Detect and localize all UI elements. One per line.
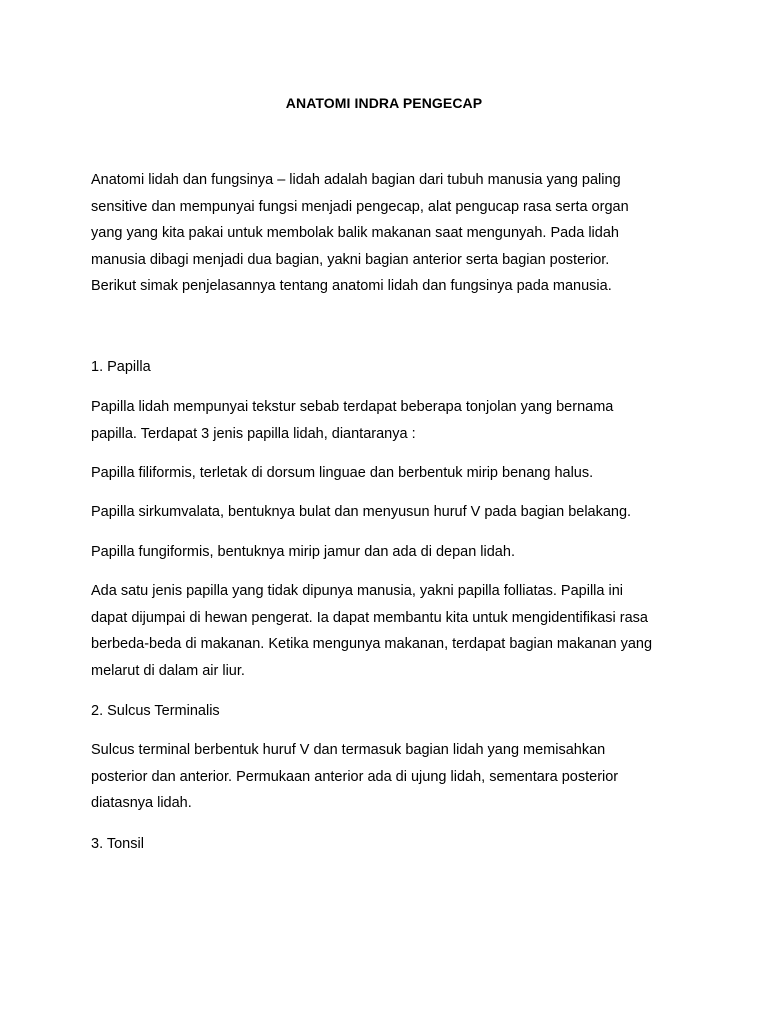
paragraph-line: dapat dijumpai di hewan pengerat. Ia dapat membantu kita untuk mengidentifikasi rasa	[91, 609, 648, 626]
paragraph-line: posterior dan anterior. Permukaan anterior ada di ujung lidah, sementara posterior	[91, 768, 619, 785]
paragraph-line: Papilla fungiformis, bentuknya mirip jamur dan ada di depan lidah.	[91, 544, 515, 560]
papilla-paragraph-sirkumvalata	[91, 499, 691, 526]
paragraph-line: Papilla sirkumvalata, bentuknya bulat dan menyusun huruf V pada bagian belakang.	[91, 504, 632, 520]
papilla-paragraph-filiformis	[91, 460, 691, 487]
papilla-paragraph-folliatas	[91, 578, 691, 684]
papilla-paragraph-fungiformis	[91, 539, 691, 566]
section-heading-papilla	[91, 354, 691, 381]
section-heading-sulcus-terminalis	[91, 698, 691, 725]
paragraph-line: Papilla filiformis, terletak di dorsum linguae dan berbentuk mirip benang halus.	[91, 465, 594, 481]
paragraph-line: sensitive dan mempunyai fungsi menjadi pengecap, alat pengucap rasa serta organ	[91, 198, 629, 215]
paragraph-line: melarut di dalam air liur.	[91, 662, 245, 679]
paragraph-line: Berikut simak penjelasannya tentang anatomi lidah dan fungsinya pada manusia.	[91, 278, 612, 294]
section-heading-text: 1. Papilla	[91, 359, 151, 375]
paragraph-line: Papilla lidah mempunyai tekstur sebab terdapat beberapa tonjolan yang bernama	[91, 399, 614, 415]
section-heading-text: 3. Tonsil	[91, 836, 144, 852]
paragraph-line: Ada satu jenis papilla yang tidak dipunya manusia, yakni papilla folliatas. Papilla ini	[91, 583, 623, 599]
sulcus-paragraph	[91, 737, 691, 817]
papilla-paragraph-1	[91, 394, 691, 447]
paragraph-line: berbeda-beda di makanan. Ketika mengunya makanan, terdapat bagian makanan yang	[91, 636, 653, 652]
document-title: ANATOMI INDRA PENGECAP	[285, 95, 483, 111]
paragraph-line: manusia dibagi menjadi dua bagian, yakni bagian anterior serta bagian posterior.	[91, 251, 610, 268]
paragraph-line: papilla. Terdapat 3 jenis papilla lidah, diantaranya :	[91, 425, 416, 442]
section-heading-text: 2. Sulcus Terminalis	[91, 703, 220, 719]
paragraph-line: diatasnya lidah.	[91, 795, 192, 811]
paragraph-line: Sulcus terminal berbentuk huruf V dan termasuk bagian lidah yang memisahkan	[91, 742, 606, 758]
paragraph-line: Anatomi lidah dan fungsinya – lidah adalah bagian dari tubuh manusia yang paling	[91, 172, 621, 188]
section-heading-tonsil	[91, 831, 691, 858]
intro-paragraph	[91, 167, 691, 300]
paragraph-line: yang yang kita pakai untuk membolak balik makanan saat mengunyah. Pada lidah	[91, 225, 619, 241]
